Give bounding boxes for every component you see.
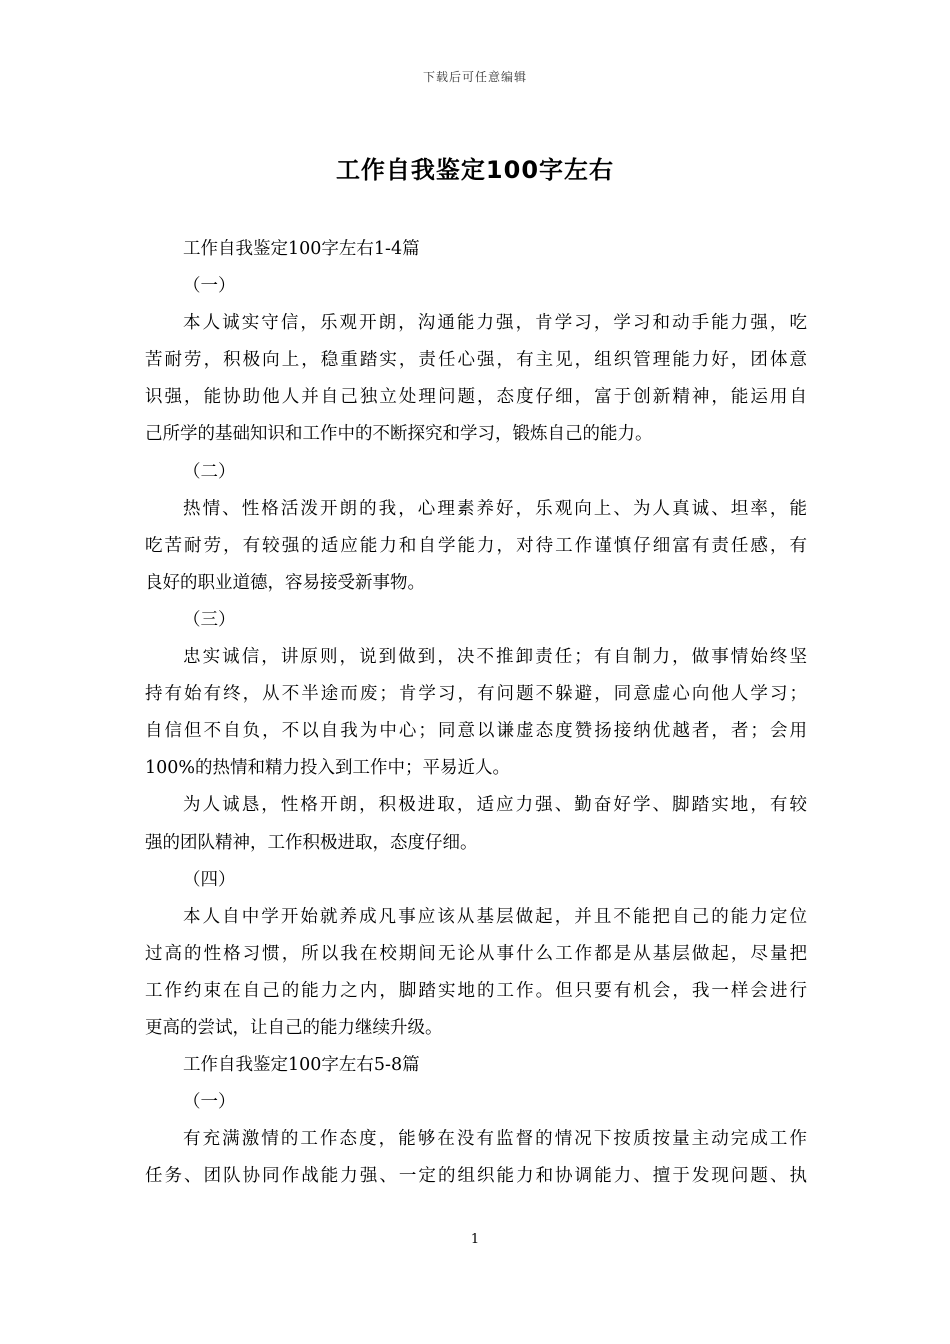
text-line: （四）: [183, 869, 236, 890]
text-line: 100%的热情和精力投入到工作中；平易近人。: [145, 758, 511, 779]
text-line: 工作自我鉴定100字左右1-4篇: [183, 239, 420, 259]
page-number: 1: [470, 1232, 480, 1247]
text-line: （三）: [183, 609, 236, 630]
text-line: 识强，能协助他人并自己独立处理问题，态度仔细，富于创新精神，能运用自: [145, 387, 807, 408]
text-line: 工作约束在自己的能力之内，脚踏实地的工作。但只要有机会，我一样会进行: [145, 980, 807, 1001]
text-line: 持有始有终，从不半途而废；肯学习，有问题不躲避，同意虚心向他人学习；: [145, 684, 807, 705]
text-line: 忠实诚信，讲原则，说到做到，决不推卸责任；有自制力，做事情始终坚: [183, 647, 807, 668]
text-line: 过高的性格习惯，所以我在校期间无论从事什么工作都是从基层做起，尽量把: [145, 943, 807, 964]
text-line: 己所学的基础知识和工作中的不断探究和学习，锻炼自己的能力。: [145, 424, 653, 445]
text-line: 有充满激情的工作态度，能够在没有监督的情况下按质按量主动完成工作: [183, 1129, 807, 1150]
text-line: 任务、团队协同作战能力强、一定的组织能力和协调能力、擅于发现问题、执: [145, 1166, 807, 1187]
document-title: 工作自我鉴定100字左右: [335, 156, 615, 184]
document-body: [145, 231, 807, 1195]
text-line: 为人诚恳，性格开朗，积极进取，适应力强、勤奋好学、脚踏实地，有较: [183, 795, 807, 816]
text-line: 本人诚实守信，乐观开朗，沟通能力强，肯学习，学习和动手能力强，吃: [183, 313, 807, 334]
text-line: 吃苦耐劳，有较强的适应能力和自学能力，对待工作谨慎仔细富有责任感，有: [145, 535, 807, 556]
text-line: 强的团队精神，工作积极进取，态度仔细。: [145, 832, 478, 853]
text-line: 本人自中学开始就养成凡事应该从基层做起，并且不能把自己的能力定位: [183, 906, 807, 927]
text-line: 更高的尝试，让自己的能力继续升级。: [145, 1017, 443, 1038]
text-line: （一）: [183, 1092, 236, 1113]
text-line: （二）: [183, 461, 236, 482]
text-line: 热情、性格活泼开朗的我，心理素养好，乐观向上、为人真诚、坦率，能: [183, 498, 807, 519]
text-line: 自信但不自负，不以自我为中心；同意以谦虚态度赞扬接纳优越者，者；会用: [145, 721, 807, 742]
text-line: 良好的职业道德，容易接受新事物。: [145, 572, 425, 593]
text-line: （一）: [183, 276, 236, 297]
text-line: 苦耐劳，积极向上，稳重踏实，责任心强，有主见，组织管理能力好，团体意: [145, 350, 807, 371]
header-note: 下载后可任意编辑: [422, 70, 527, 84]
text-line: 工作自我鉴定100字左右5-8篇: [183, 1055, 420, 1076]
